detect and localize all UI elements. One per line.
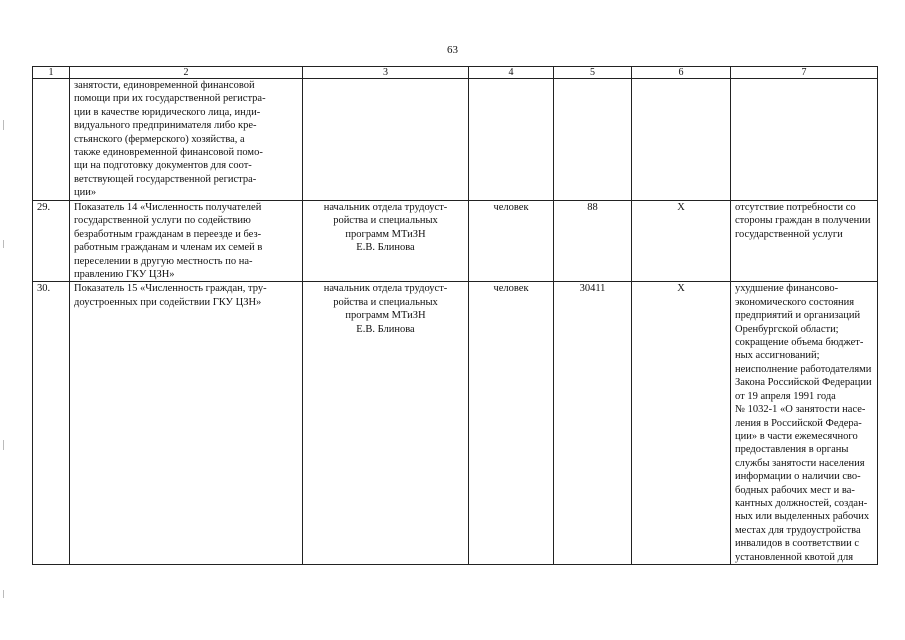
text-line: ных или выделенных рабочих (735, 511, 870, 523)
text-line: ции» (74, 187, 97, 199)
text-line: бодных рабочих мест и ва- (735, 484, 855, 496)
text-line: Закона Российской Федерации (735, 377, 872, 389)
text-line: ройства и специальных (333, 296, 438, 308)
text-line: ветствующей государственной регистра- (74, 173, 257, 185)
text-line: работным гражданам и членам их семей в (74, 242, 263, 254)
text-line: № 1032-1 «О занятости насе- (735, 404, 866, 416)
indicator-cell (70, 282, 303, 565)
scan-margin-mark (3, 120, 4, 130)
text-line: помощи при их государственной регистра- (74, 93, 266, 105)
text-line: информации о наличии сво- (735, 471, 861, 483)
text-line: службы занятости населения (735, 457, 865, 469)
column-header: 3 (303, 67, 469, 79)
text-line: сокращение объема бюджет- (735, 337, 864, 349)
text-line: местах для трудоустройства (735, 524, 861, 536)
text-line: неисполнение работодателями (735, 363, 872, 375)
value-cell: 88 (554, 201, 632, 282)
text-line: от 19 апреля 1991 года (735, 390, 836, 402)
text-line: ных ассигнований; (735, 350, 820, 362)
reason-cell (731, 201, 878, 282)
unit-cell: человек (469, 201, 554, 282)
reason-cell (731, 282, 878, 565)
row-number (33, 79, 70, 201)
unit-cell: человек (469, 282, 554, 565)
text-line: ции» в части ежемесячного (735, 430, 858, 442)
column-header: 2 (70, 67, 303, 79)
mark-cell: Х (632, 282, 731, 565)
text-line: кантных должностей, создан- (735, 497, 868, 509)
text-line: Показатель 14 «Численность получателей (74, 202, 262, 213)
text-line: видуального предпринимателя либо кре- (74, 120, 257, 132)
text-line: предприятий и организаций (735, 310, 861, 322)
text-line: предоставления в органы (735, 444, 849, 456)
text-line: программ МТиЗН (345, 228, 426, 240)
reason-cell (731, 79, 878, 201)
text-line: доустроенных при содействии ГКУ ЦЗН» (74, 296, 262, 308)
text-line: правлению ГКУ ЦЗН» (74, 269, 175, 281)
text-line: ройства и специальных (333, 215, 438, 227)
column-header: 6 (632, 67, 731, 79)
responsible-cell (303, 282, 469, 565)
text-line: ции в качестве юридического лица, инди- (74, 106, 261, 118)
column-header: 5 (554, 67, 632, 79)
responsible-cell (303, 79, 469, 201)
text-line: государственной услуги (735, 228, 843, 240)
indicator-cell (70, 201, 303, 282)
text-line: программ МТиЗН (345, 310, 426, 322)
row-number: 29. (33, 201, 70, 282)
column-header: 1 (33, 67, 70, 79)
text-line: инвалидов в соответствии с (735, 538, 860, 550)
indicator-cell (70, 79, 303, 201)
text-line: Показатель 15 «Численность граждан, тру- (74, 283, 267, 295)
text-line: экономического состояния (735, 296, 855, 308)
scan-margin-mark (3, 440, 4, 450)
text-line: стороны граждан в получении (735, 215, 871, 227)
text-line: также единовременной финансовой помо- (74, 147, 263, 159)
table-row (33, 201, 878, 282)
text-line: отсутствие потребности со (735, 202, 856, 213)
row-number: 30. (33, 282, 70, 565)
text-line: Оренбургской области; (735, 323, 839, 335)
mark-cell (632, 79, 731, 201)
scan-margin-mark (3, 590, 4, 598)
text-line: занятости, единовременной финансовой (74, 80, 255, 91)
text-line: щи на подготовку документов для соот- (74, 160, 252, 172)
text-line: государственной услуги по содействию (74, 215, 251, 227)
report-table (32, 66, 878, 565)
text-line: Е.В. Блинова (356, 242, 415, 254)
column-number-row (33, 67, 878, 79)
value-cell (554, 79, 632, 201)
text-line: установленной квотой для (735, 551, 854, 563)
scan-margin-mark (3, 240, 4, 248)
page-number: 63 (447, 44, 458, 56)
table-row (33, 79, 878, 201)
text-line: ухудшение финансово- (735, 283, 839, 295)
mark-cell: Х (632, 201, 731, 282)
text-line: ления в Российской Федера- (735, 417, 862, 429)
text-line: начальник отдела трудоуст- (323, 202, 448, 213)
value-cell: 30411 (554, 282, 632, 565)
text-line: Е.В. Блинова (356, 323, 415, 335)
text-line: начальник отдела трудоуст- (323, 283, 448, 295)
text-line: безработным гражданам в переезде и без- (74, 228, 262, 240)
column-header: 4 (469, 67, 554, 79)
text-line: переселении в другую местность по на- (74, 255, 253, 267)
column-header: 7 (731, 67, 878, 79)
unit-cell (469, 79, 554, 201)
responsible-cell (303, 201, 469, 282)
table-row (33, 282, 878, 565)
text-line: стьянского (фермерского) хозяйства, а (74, 133, 245, 145)
